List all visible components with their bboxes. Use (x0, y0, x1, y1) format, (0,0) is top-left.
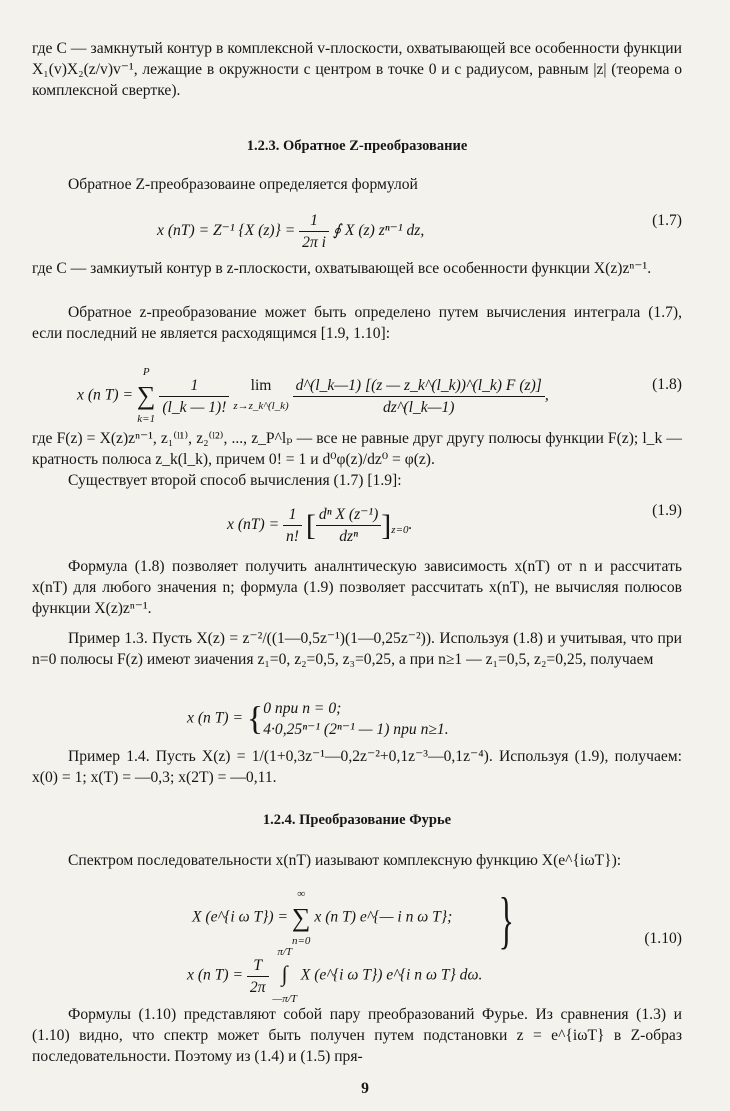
numerator: 1 (299, 210, 329, 232)
fraction (299, 210, 329, 253)
left-brace: { (246, 700, 264, 738)
paragraph-convolution-contour (32, 38, 682, 101)
formula-1-10-inverse (187, 942, 482, 1010)
left-bracket: [ (305, 509, 316, 542)
integral-upper: π/T (277, 946, 292, 958)
formula-1-7-body (157, 210, 424, 253)
formula-tail: . (408, 516, 413, 534)
formula-example-1-3 (32, 696, 682, 742)
integral-limits (272, 942, 296, 1010)
fraction (283, 504, 302, 547)
numerator: 1 (283, 504, 302, 526)
limit (233, 375, 288, 417)
formula-cases (187, 698, 449, 740)
formula-1-10 (32, 884, 682, 1004)
sum-upper: ∞ (297, 888, 306, 900)
formula-lhs: x (n T) = (187, 709, 247, 727)
case-two: 4·0,25ⁿ⁻¹ (2ⁿ⁻¹ — 1) при n≥1. (263, 721, 449, 738)
formula-1-7 (32, 210, 682, 250)
fraction-derivative (316, 504, 381, 547)
paragraph-example-1-3: Пример 1.3. Пусть X(z) = z⁻²/((1—0,5z⁻¹)(1—0,25z⁻²)). Используя (1.8) и учитывая, что при n=0 полюсы F(z) имеют зиачения z₁=0, z₂=0,5, z₃=0,25, а при n≥1 — z₁=0,5, z₂=0,25, получаем (32, 630, 682, 668)
sum-lower: n=0 (291, 935, 311, 947)
paragraph-poles: где F(z) = X(z)zⁿ⁻¹, z₁⁽ˡ¹⁾, z₂⁽ˡ²⁾, ..., z_P^lₚ — все не равные друг другу полюсы функции F(z); l_k — кратность полюса z_k(l_k), причем 0! = 1 и d⁰φ(z)/dz⁰ = φ(z). (32, 430, 682, 468)
formula-lhs: x (n T) = (77, 386, 137, 404)
right-bracket: ] (381, 509, 392, 542)
limit-subscript: z→z_k^(l_k) (233, 400, 289, 412)
denominator: 2π i (302, 234, 326, 251)
sum-limits (137, 362, 156, 430)
denominator: (l_k — 1)! (162, 398, 227, 416)
denominator: n! (286, 528, 299, 545)
equation-number: (1.8) (652, 376, 682, 393)
cases (263, 698, 448, 740)
fraction (247, 955, 269, 998)
paragraph-spectrum-definition: Спектром последовательности x(nT) иазывают комплексную функцию X(e^{iωT}): (68, 852, 622, 869)
numerator: d^(l_k—1) [(z — z_k^(l_k))^(l_k) F (z)] (293, 375, 545, 397)
sum-upper: P (142, 366, 150, 378)
formula-1-9 (32, 500, 682, 550)
formula-1-8 (32, 356, 682, 425)
page-number: 9 (361, 1080, 369, 1097)
fraction-derivative (293, 375, 545, 418)
paragraph-formula-comparison: Формула (1.8) позволяет получить аналнтическую зависимость x(nT) от n и рассчитать x(nT) для любого значения n; формула (1.9) позволяет рассчитать x(nT), не вычисляя полюсов функции X(z)zⁿ⁻¹. (32, 558, 682, 617)
numerator: dⁿ X (z⁻¹) (316, 504, 381, 526)
section-heading-1-2-3: 1.2.3. Обратное Z-преобразование (246, 138, 468, 154)
formula-tail: , (544, 386, 549, 404)
sigma-symbol: ∑ (291, 903, 311, 932)
paragraph-text: где C — замкнутый контур в комплексной v-плоскости, охватывающей все особенности функции X₁(v)X₂(z/v)v⁻¹, лежащие в окружности с центром в точке 0 и с радиусом, равным |z| (теорема о комплексной свертке). (32, 40, 682, 99)
case-one: 0 при n = 0; (263, 700, 342, 717)
paragraph-example-1-4: Пример 1.4. Пусть X(z) = 1/(1+0,3z⁻¹—0,2z⁻²+0,1z⁻³—0,1z⁻⁴). Используя (1.9), получаем: x(0) = 1; x(T) = —0,3; x(2T) = —0,11. (32, 748, 682, 786)
formula-lhs: X (e^{i ω T}) = (192, 908, 292, 926)
formula-lhs: x (nT) = (227, 516, 283, 534)
integral-lower: —π/T (272, 993, 297, 1005)
fraction-factorial (159, 375, 229, 418)
denominator: dz^(l_k—1) (382, 398, 455, 416)
formula-lhs: x (nT) = Z⁻¹ {X (z)} = (157, 222, 300, 240)
equation-number: (1.7) (652, 212, 682, 229)
denominator: 2π (249, 978, 266, 996)
formula-lhs: x (n T) = (187, 966, 247, 984)
formula-1-8-body (77, 362, 549, 430)
formula-rhs: X (e^{i ω T}) e^{i n ω T} dω. (300, 966, 483, 984)
paragraph-integral-method: Обратное z-преобразование может быть определено путем вычисления интеграла (1.7), если последний не является расходящимся [1.9, 1.10]: (32, 304, 682, 342)
sum-lower: k=1 (137, 413, 156, 425)
equation-number: (1.9) (652, 502, 682, 519)
paragraph-contour-z-plane: где C — замкиутый контур в z-плоскости, охватывающей все особенности функции X(z)zⁿ⁻¹. (32, 260, 652, 277)
limit-label: lim (250, 377, 272, 394)
formula-1-9-body (227, 504, 412, 547)
paragraph-second-method: Существует второй способ вычисления (1.7) [1.9]: (68, 472, 402, 489)
denominator: dzⁿ (339, 528, 358, 545)
formula-rhs: ∮ X (z) zⁿ⁻¹ dz, (332, 222, 425, 240)
paragraph-inverse-z-intro: Обратное Z-преобразоваине определяется формулой (68, 176, 418, 193)
integral-symbol: ∫ (281, 961, 288, 986)
right-brace: } (498, 884, 515, 955)
section-heading-1-2-4: 1.2.4. Преобразование Фурье (262, 812, 452, 828)
numerator: T (247, 955, 269, 977)
evaluation-subscript: z=0 (391, 524, 409, 537)
formula-rhs: x (n T) e^{— i n ω T}; (314, 908, 453, 926)
paragraph-fourier-pair: Формулы (1.10) представляют собой пару преобразований Фурье. Из сравнения (1.3) и (1.10) видно, что спектр может быть получен путем подстановки z = e^{iωT} в Z-образ последовательности. Поэтому из (1.4) и (1.5) пря- (32, 1006, 682, 1065)
equation-number: (1.10) (644, 930, 682, 947)
numerator: 1 (159, 375, 229, 397)
sigma-symbol: ∑ (136, 381, 156, 410)
